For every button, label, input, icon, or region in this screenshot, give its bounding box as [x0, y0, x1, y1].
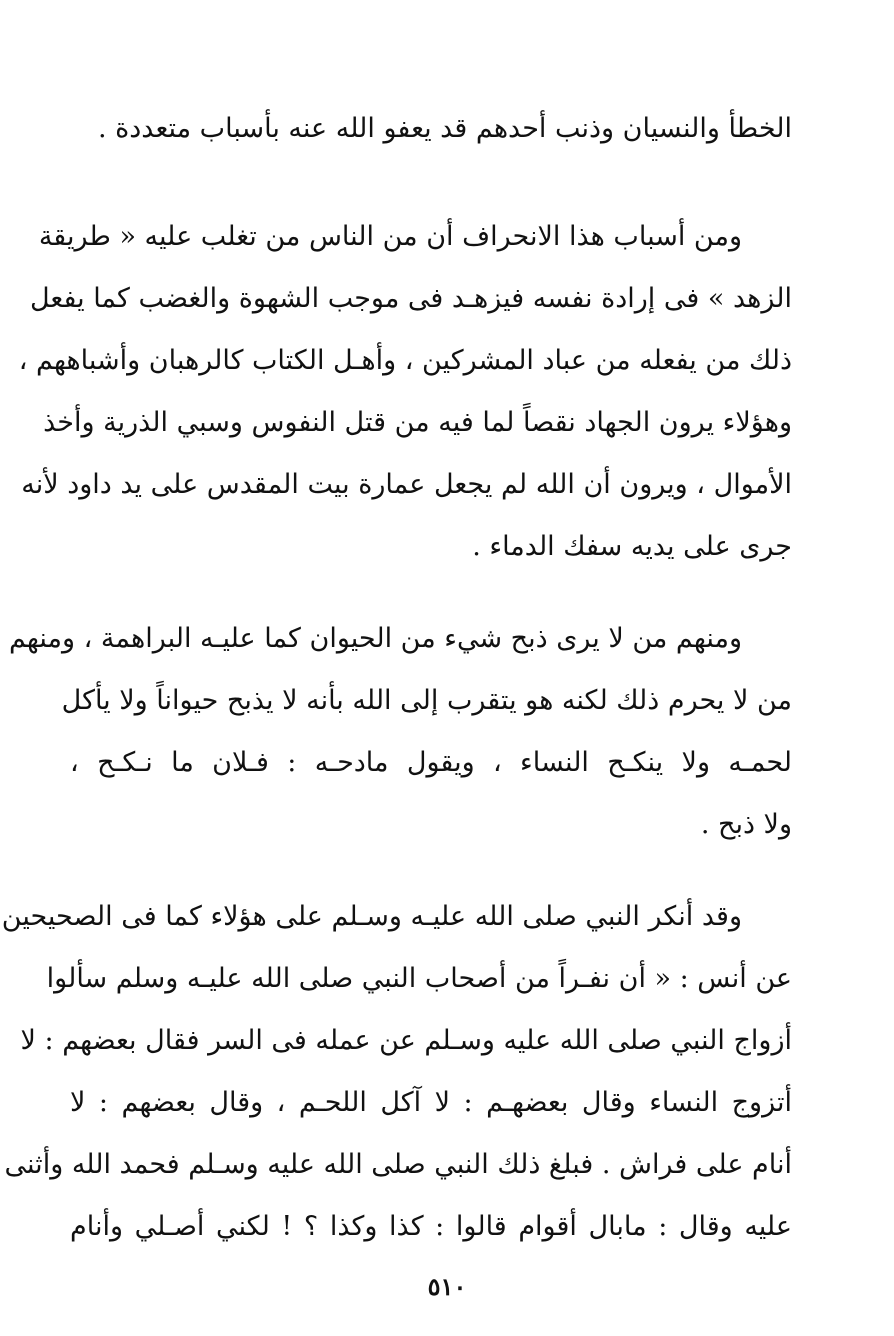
paragraph-4 [1, 886, 792, 1258]
text-line: الزهد » فى إرادة نفسه فيزهـد فى موجب الشهوة والغضب كما يفعل [29, 283, 792, 314]
text-line: من لا يحرم ذلك لكنه هو يتقرب إلى الله بأنه لا يذبح حيواناً ولا يأكل [61, 685, 792, 716]
text-line: ومن أسباب هذا الانحراف أن من الناس من تغلب عليه « طريقة [38, 221, 742, 252]
text-line: الأموال ، ويرون أن الله لم يجعل عمارة بيت المقدس على يد داود لأنه [21, 469, 792, 500]
text-line: لحمـه ولا ينكـح النساء ، ويقول مادحـه : فـلان ما نـكـح ، [70, 747, 792, 778]
paragraph-1 [70, 98, 792, 160]
page-number: ٥١٠ [427, 1272, 467, 1301]
text-line: أنام على فراش . فبلغ ذلك النبي صلى الله عليه وسـلم فحمد الله وأثنى [4, 1149, 792, 1180]
text-line: عن أنس : « أن نفـراً من أصحاب النبي صلى الله عليـه وسلم سألوا [46, 963, 792, 994]
text-line: جرى على يديه سفك الدماء . [472, 531, 792, 562]
text-line: وهؤلاء يرون الجهاد نقصاً لما فيه من قتل النفوس وسبي الذرية وأخذ [43, 407, 792, 438]
text-line: الخطأ والنسيان وذنب أحدهم قد يعفو الله عنه بأسباب متعددة . [97, 113, 792, 144]
text-line: أتزوج النساء وقال بعضهـم : لا آكل اللحـم ، وقال بعضهم : لا [70, 1087, 792, 1118]
text-line: ولا ذبح . [700, 809, 792, 840]
text-line: عليه وقال : مابال أقوام قالوا : كذا وكذا ؟ ! لكني أصـلي وأنام [70, 1211, 792, 1242]
paragraph-3 [8, 608, 792, 856]
paragraph-2 [18, 206, 792, 578]
text-line: أزواج النبي صلى الله عليه وسـلم عن عمله فى السر فقال بعضهم : لا [20, 1025, 792, 1056]
text-line: ذلك من يفعله من عباد المشركين ، وأهـل الكتاب كالرهبان وأشباههم ، [18, 345, 792, 376]
text-line: وقد أنكر النبي صلى الله عليـه وسـلم على هؤلاء كما فى الصحيحين [1, 901, 742, 932]
text-line: ومنهم من لا يرى ذبح شيء من الحيوان كما عليـه البراهمة ، ومنهم [8, 623, 742, 654]
